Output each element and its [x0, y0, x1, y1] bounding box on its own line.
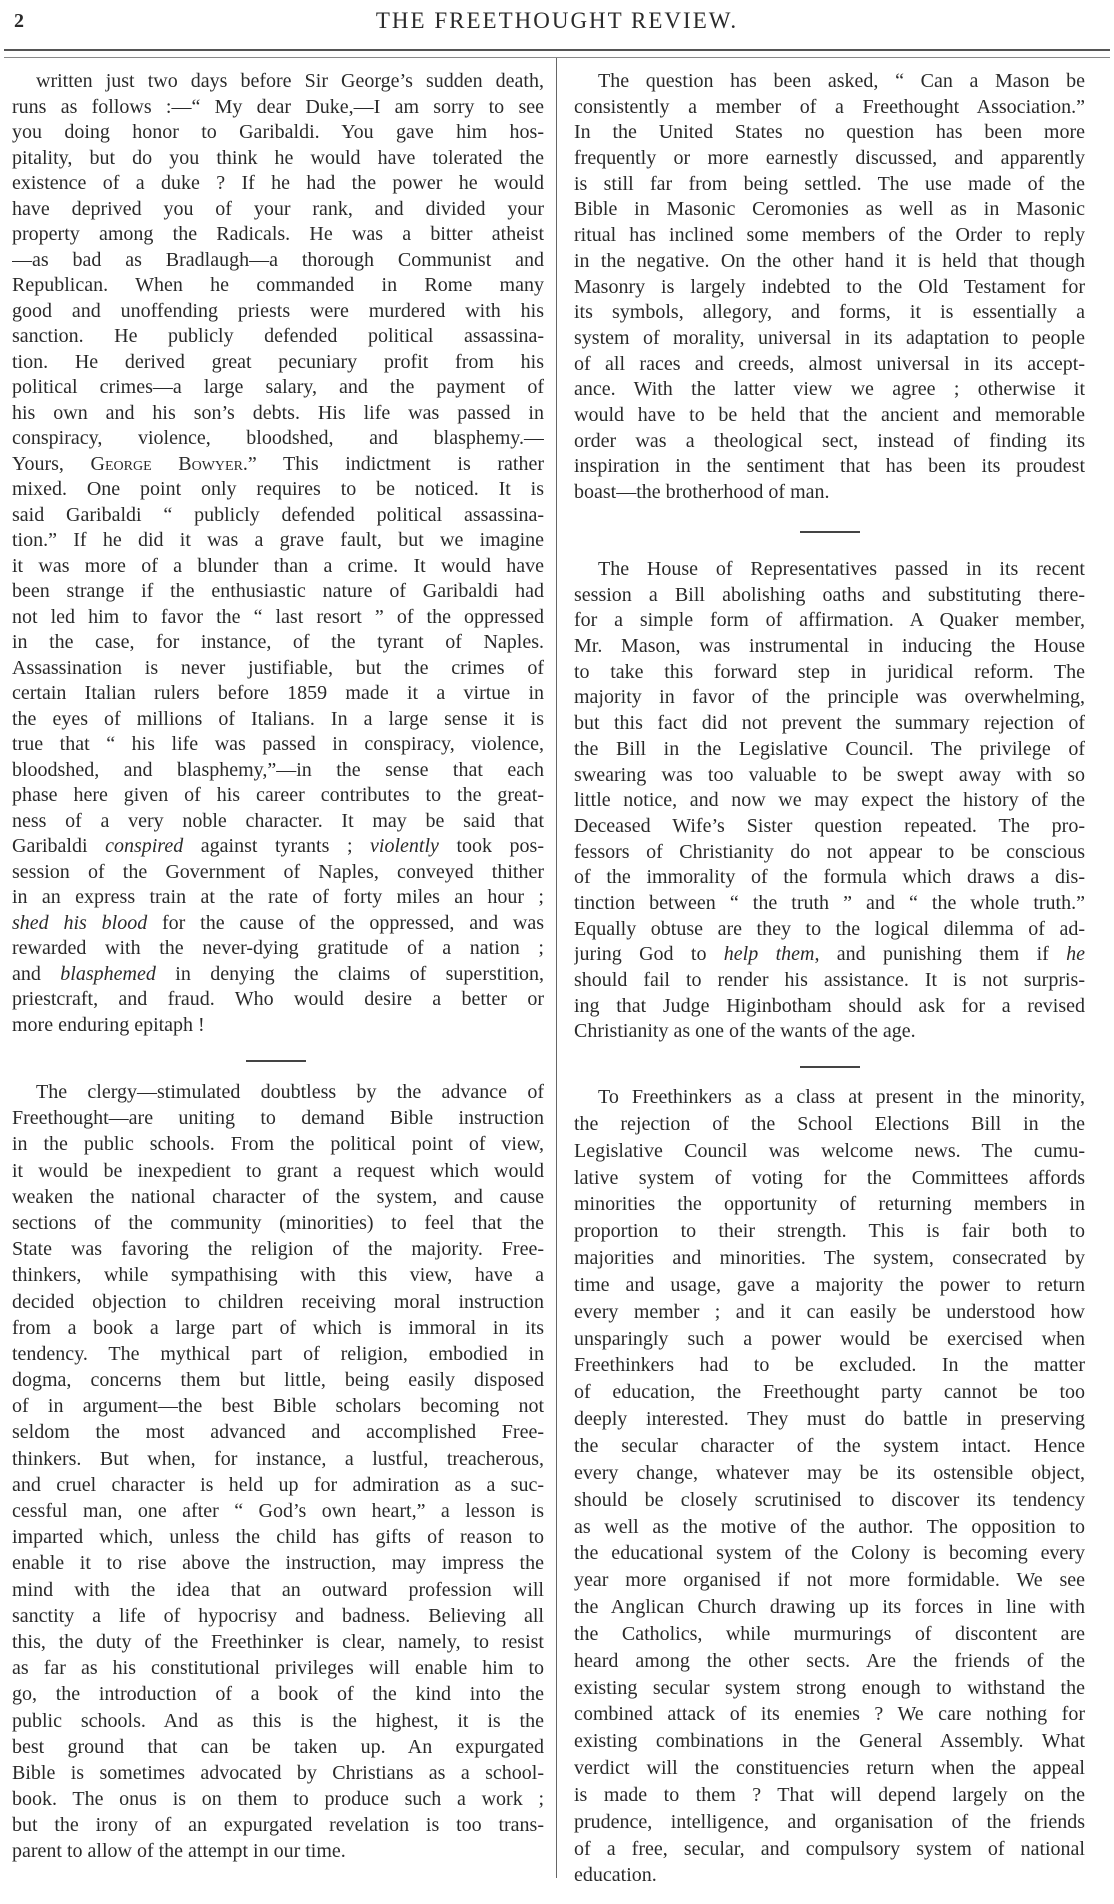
italic-emphasis: conspired — [105, 835, 184, 857]
text-line: ritual has inclined some members of the Order to reply — [574, 224, 1085, 247]
text-line: the Catholics, while murmurings of discontent are — [574, 1622, 1085, 1645]
text-line: Bible in Masonic Ceromonies as well as in Masonic — [574, 198, 1085, 221]
text-line: The clergy—stimulated doubtless by the advance of — [36, 1081, 544, 1103]
italic-emphasis: shed his blood — [12, 911, 148, 934]
text-line: property among the Radicals. He was a bitter atheist — [12, 223, 544, 245]
text-line: inspiration in the sentiment that has been its proudest — [574, 455, 1085, 478]
text-line: shed his blood for the cause of the oppressed, and was — [12, 911, 544, 934]
text-line: true that “ his life was passed in conspiracy, violence, — [12, 733, 544, 755]
text-line: heard among the other sects. Are the friends of the — [574, 1649, 1085, 1672]
text-line: ness of a very noble character. It may be said that — [12, 809, 544, 832]
text-line: book. The onus is on them to produce such a work ; — [12, 1788, 544, 1811]
text-line: consistently a member of a Freethought Association.” — [574, 95, 1085, 118]
text-line: tion.” If he did it was a grave fault, but we imagine — [12, 529, 544, 551]
text-line: boast—the brotherhood of man. — [574, 481, 830, 503]
author-signature: George Bowyer — [90, 452, 243, 475]
text-line: go, the introduction of a book of the kind into the — [12, 1683, 544, 1706]
text-line: Republican. When he commanded in Rome many — [12, 274, 544, 296]
text-line: Masonry is largely indebted to the Old Testament for — [574, 275, 1085, 298]
text-line: Mr. Mason, was instrumental in inducing the House — [574, 635, 1085, 658]
text-line: of all races and creeds, almost universal in its accept- — [574, 352, 1085, 375]
text-line: of a free, secular, and compulsory system of national — [574, 1837, 1085, 1860]
text-line: the Anglican Church drawing up its forces in line with — [574, 1596, 1085, 1619]
text-line: Freethought—are uniting to demand Bible instruction — [12, 1107, 544, 1130]
text-line: verdict will the constituencies return when the appeal — [574, 1757, 1085, 1780]
text-line: juring God to help them, and punishing them if he — [574, 943, 1085, 966]
text-line: The House of Representatives passed in its recent — [598, 558, 1085, 580]
text-line: and blasphemed in denying the claims of superstition, — [12, 962, 544, 985]
text-line: said Garibaldi “ publicly defended political assassina- — [12, 503, 544, 526]
text-line: as well as the motive of the author. The opposition to — [574, 1515, 1085, 1538]
text-line: Garibaldi conspired against tyrants ; violently took pos- — [12, 835, 544, 857]
text-line: order was a theological sect, instead of finding its — [574, 429, 1085, 452]
text-line: bloodshed, and blasphemy,”—in the sense that each — [12, 758, 544, 781]
section-separator — [800, 1066, 860, 1068]
text-line: every member ; and it can easily be understood how — [574, 1300, 1085, 1323]
text-line: public schools. And as this is the highest, it is the — [12, 1709, 544, 1732]
italic-emphasis: help them — [723, 943, 815, 966]
text-line: should be closely scrutinised to discover its tendency — [574, 1488, 1085, 1511]
text-line: In the United States no question has been more — [574, 121, 1085, 144]
text-line: every change, whatever may be its ostensible object, — [574, 1461, 1085, 1484]
text-line: conspiracy, violence, bloodshed, and blasphemy.— — [12, 427, 544, 449]
text-line: existing secular system strong enough to withstand the — [574, 1676, 1085, 1699]
text-line: combined attack of its enemies ? We care nothing for — [574, 1703, 1085, 1726]
text-line: Freethinkers had to be excluded. In the matter — [574, 1354, 1085, 1377]
text-line: proportion to their strength. This is fair both to — [574, 1220, 1085, 1243]
text-line: To Freethinkers as a class at present in the minority, — [598, 1086, 1085, 1108]
header-rule — [4, 49, 1110, 51]
text-line: year more organised if not more formidable. We see — [574, 1569, 1085, 1592]
text-line: the secular character of the system intact. Hence — [574, 1434, 1085, 1457]
text-line: in the negative. On the other hand it is held that though — [574, 249, 1085, 272]
text-line: unsparingly such a power would be exercised when — [574, 1327, 1085, 1350]
article-bible-in-schools — [12, 1079, 544, 1865]
text-line: rewarded with the never-dying gratitude of a nation ; — [12, 937, 544, 959]
section-separator — [246, 1060, 306, 1062]
text-line: Yours, George Bowyer.” This indictment is rather — [12, 452, 544, 475]
text-line: in the public schools. From the political point of view, — [12, 1133, 544, 1156]
text-line: system of morality, universal in its adaptation to people — [574, 326, 1085, 349]
text-line: session a Bill abolishing oaths and substituting there- — [574, 583, 1085, 606]
article-masonry-question — [574, 69, 1085, 506]
text-line: Christianity as one of the wants of the age. — [574, 1020, 916, 1043]
text-line: seldom the most advanced and accomplished Free- — [12, 1421, 544, 1444]
text-line: pitality, but do you think he would have tolerated the — [12, 146, 544, 169]
text-line: but the irony of an expurgated revelation is too trans- — [12, 1814, 544, 1837]
text-line: the Bill in the Legislative Council. The privilege of — [574, 737, 1085, 760]
text-line: Legislative Council was welcome news. The cumu- — [574, 1139, 1085, 1162]
text-line: thinkers, while sympathising with this view, have a — [12, 1264, 544, 1287]
text-line: is made to them ? That will depend largely on the — [574, 1783, 1085, 1806]
text-line: dogma, concerns them but little, being easily disposed — [12, 1369, 544, 1392]
text-line: Bible is sometimes advocated by Christians as a school- — [12, 1761, 544, 1784]
text-line: for a simple form of affirmation. A Quaker member, — [574, 609, 1085, 632]
text-line: political crimes—a large salary, and the payment of — [12, 376, 544, 398]
text-line: mind with the idea that an outward profession will — [12, 1578, 544, 1601]
text-line: it was more of a blunder than a crime. It would have — [12, 554, 544, 577]
text-line: swearing was too valuable to be swept away with so — [574, 763, 1085, 786]
text-line: more enduring epitaph ! — [12, 1013, 205, 1036]
text-line: sanctity a life of hypocrisy and badness. Believing all — [12, 1604, 544, 1627]
italic-emphasis: violently — [370, 835, 439, 857]
publication-title: THE FREETHOUGHT REVIEW. — [375, 8, 739, 33]
text-line: of the immorality of the formula which draws a dis- — [574, 866, 1085, 889]
italic-emphasis: blasphemed — [60, 962, 156, 985]
text-line: Assassination is never justifiable, but the crimes of — [12, 656, 544, 679]
text-line: the eyes of millions of Italians. In a large sense it is — [12, 707, 544, 730]
text-line: to take this forward step in juridical reform. The — [574, 660, 1085, 683]
text-line: thinkers. But when, for instance, a lustful, treacherous, — [12, 1447, 544, 1470]
text-line: have deprived you of your rank, and divided your — [12, 197, 544, 220]
text-line: —as bad as Bradlaugh—a thorough Communist and — [12, 248, 544, 271]
text-line: been strange if the enthusiastic nature of Garibaldi had — [12, 580, 544, 602]
text-line: Equally obtuse are they to the logical dilemma of ad- — [574, 917, 1085, 940]
text-line: phase here given of his career contributes to the great- — [12, 784, 544, 806]
text-line: time and usage, gave a majority the power to return — [574, 1273, 1085, 1296]
text-line: not led him to favor the “ last resort ” of the oppressed — [12, 605, 544, 628]
text-line: prudence, intelligence, and organisation of the friends — [574, 1810, 1085, 1833]
text-line: his own and his son’s debts. His life was passed in — [12, 401, 544, 424]
text-line: in an express train at the rate of forty miles an hour ; — [12, 886, 544, 908]
text-line: majorities and minorities. The system, consecrated by — [574, 1247, 1085, 1270]
text-line: deeply interested. They must do battle in preserving — [574, 1408, 1085, 1431]
text-line: certain Italian rulers before 1859 made it a virtue in — [12, 682, 544, 704]
text-line: tinction between “ the truth ” and “ the whole truth.” — [574, 891, 1085, 914]
text-line: sanction. He publicly defended political assassina- — [12, 325, 544, 347]
italic-emphasis: he — [1066, 943, 1085, 966]
text-line: existing combinations in the General Assembly. What — [574, 1730, 1085, 1753]
text-line: tendency. The mythical part of religion, embodied in — [12, 1342, 544, 1365]
text-line: written just two days before Sir George’s sudden death, — [36, 70, 544, 92]
column-divider — [556, 58, 557, 1878]
text-line: is still far from being settled. The use made of the — [574, 172, 1085, 195]
text-line: would have to be held that the ancient and memorable — [574, 403, 1085, 426]
text-line: weaken the national character of the system, and cause — [12, 1185, 544, 1208]
text-line: little notice, and now we may expect the history of the — [574, 789, 1085, 812]
text-line: decided objection to children receiving moral instruction — [12, 1290, 544, 1313]
text-line: ing that Judge Higinbotham should ask for a revised — [574, 994, 1085, 1017]
text-line: runs as follows :—“ My dear Duke,—I am sorry to see — [12, 95, 544, 118]
text-line: and cruel character is held up for admiration as a suc- — [12, 1473, 544, 1496]
section-separator — [800, 531, 860, 533]
text-line: but this fact did not prevent the summary rejection of — [574, 712, 1085, 735]
text-line: the educational system of the Colony is becoming every — [574, 1542, 1085, 1565]
text-line: imparted which, unless the child has gifts of reason to — [12, 1526, 544, 1549]
article-garibaldi-epitaph — [12, 69, 544, 1038]
text-line: this, the duty of the Freethinker is clear, namely, to resist — [12, 1630, 544, 1653]
text-line: Deceased Wife’s Sister question repeated. The pro- — [574, 814, 1085, 837]
article-school-elections-bill — [574, 1084, 1085, 1889]
text-line: State was favoring the religion of the majority. Free- — [12, 1238, 544, 1261]
text-line: good and unoffending priests were murdered with his — [12, 299, 544, 322]
text-line: existence of a duke ? If he had the power he would — [12, 172, 544, 194]
text-line: it would be inexpedient to grant a request which would — [12, 1159, 544, 1182]
text-line: you doing honor to Garibaldi. You gave him hos- — [12, 121, 544, 143]
text-line: fessors of Christianity do not appear to be conscious — [574, 840, 1085, 863]
text-line: cessful man, one after “ God’s own heart,” a lesson is — [12, 1500, 544, 1522]
text-line: its symbols, allegory, and forms, it is essentially a — [574, 301, 1085, 324]
text-line: from a book a large part of which is immoral in its — [12, 1316, 544, 1339]
text-line: the rejection of the School Elections Bill in the — [574, 1112, 1085, 1135]
text-line: mixed. One point only requires to be noticed. It is — [12, 478, 544, 500]
text-line: enable it to rise above the instruction, may impress the — [12, 1552, 544, 1575]
text-line: priestcraft, and fraud. Who would desire a better or — [12, 988, 544, 1010]
text-line: tion. He derived great pecuniary profit from his — [12, 350, 544, 373]
text-line: frequently or more earnestly discussed, and apparently — [574, 147, 1085, 170]
text-line: should fail to render his assistance. It is not surpris- — [574, 969, 1085, 991]
text-line: best ground that can be taken up. An expurgated — [12, 1735, 544, 1758]
text-line: minorities the opportunity of returning members in — [574, 1193, 1085, 1216]
text-line: The question has been asked, “ Can a Mason be — [598, 70, 1085, 92]
text-line: sections of the community (minorities) to feel that the — [12, 1211, 544, 1234]
text-line: in the case, for instance, of the tyrant of Naples. — [12, 631, 544, 653]
text-line: education. — [574, 1864, 657, 1887]
text-line: majority in favor of the principle was overwhelming, — [574, 686, 1085, 709]
text-line: of education, the Freethought party cannot be too — [574, 1381, 1085, 1404]
text-line: of in argument—the best Bible scholars becoming not — [12, 1395, 544, 1418]
header-rule-thin — [4, 57, 1110, 58]
page-number: 2 — [14, 10, 24, 32]
text-line: lative system of voting for the Committees affords — [574, 1166, 1085, 1189]
text-line: ance. With the latter view we agree ; otherwise it — [574, 378, 1085, 401]
text-line: session of the Government of Naples, conveyed thither — [12, 860, 544, 883]
article-oaths-bill — [574, 557, 1085, 1045]
text-line: as far as his constitutional privileges will enable him to — [12, 1657, 544, 1680]
text-line: parent to allow of the attempt in our time. — [12, 1840, 346, 1863]
